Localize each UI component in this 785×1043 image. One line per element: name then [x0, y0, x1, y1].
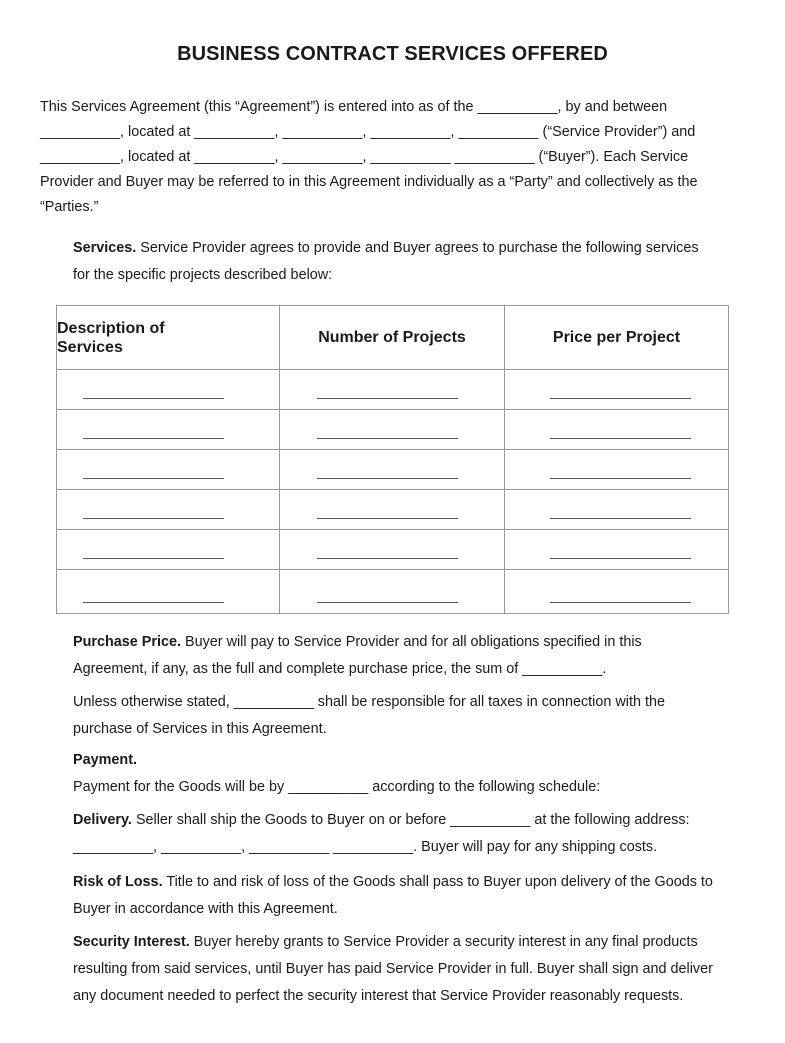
- description-cell[interactable]: [57, 570, 280, 614]
- services-table: [56, 305, 729, 614]
- number-cell[interactable]: [280, 490, 505, 530]
- header-description-line: Description of: [57, 319, 165, 337]
- blank-line: [550, 518, 691, 519]
- delivery-line: __________, __________, __________ __________. Buyer will pay for any shipping costs.: [73, 839, 658, 855]
- description-cell[interactable]: [57, 530, 280, 570]
- description-cell[interactable]: [57, 490, 280, 530]
- risk-of-loss-line: Buyer in accordance with this Agreement.: [73, 901, 338, 917]
- security-interest-heading: Security Interest.: [73, 934, 190, 950]
- price-cell[interactable]: [505, 490, 729, 530]
- services-line: [73, 235, 763, 262]
- purchase-price-section: [73, 629, 763, 683]
- blank-line: [83, 602, 224, 603]
- number-cell[interactable]: [280, 370, 505, 410]
- blank-line: [317, 478, 458, 479]
- blank-line: [550, 398, 691, 399]
- number-cell[interactable]: [280, 570, 505, 614]
- description-cell[interactable]: [57, 370, 280, 410]
- payment-line: Payment for the Goods will be by __________ according to the following schedule:: [73, 779, 601, 795]
- blank-line: [550, 438, 691, 439]
- intro-line: This Services Agreement (this “Agreement”) is entered into as of the __________, by and between: [40, 99, 668, 115]
- payment-section: [73, 747, 763, 801]
- blank-line: [83, 558, 224, 559]
- blank-line: [83, 398, 224, 399]
- purchase-price-line: [73, 629, 763, 656]
- security-interest-text: Buyer hereby grants to Service Provider a security interest in any final products: [193, 934, 698, 950]
- header-description: [57, 306, 280, 370]
- number-cell[interactable]: [280, 410, 505, 450]
- intro-line: Provider and Buyer may be referred to in this Agreement individually as a “Party” and collectively as the: [40, 174, 698, 190]
- taxes-line: purchase of Services in this Agreement.: [73, 721, 327, 737]
- purchase-price-line: Agreement, if any, as the full and complete purchase price, the sum of __________.: [73, 661, 607, 677]
- purchase-price-text: Buyer will pay to Service Provider and for all obligations specified in this: [185, 634, 642, 650]
- blank-line: [317, 398, 458, 399]
- risk-of-loss-text: Title to and risk of loss of the Goods shall pass to Buyer upon delivery of the Goods to: [166, 874, 713, 890]
- security-interest-line: any document needed to perfect the security interest that Service Provider reasonably requests.: [73, 988, 684, 1004]
- risk-of-loss-heading: Risk of Loss.: [73, 874, 163, 890]
- security-interest-line: resulting from said services, until Buyer has paid Service Provider in full. Buyer shall sign and deliver: [73, 961, 713, 977]
- table-row: [57, 410, 729, 450]
- services-line: for the specific projects described below:: [73, 267, 333, 283]
- security-interest-section: [73, 929, 763, 1010]
- services-text: Service Provider agrees to provide and Buyer agrees to purchase the following services: [140, 240, 699, 256]
- purchase-price-heading: Purchase Price.: [73, 634, 181, 650]
- delivery-line: [73, 807, 763, 834]
- blank-line: [550, 558, 691, 559]
- delivery-section: [73, 807, 763, 861]
- blank-line: [550, 602, 691, 603]
- intro-line: “Parties.”: [40, 199, 99, 215]
- table-row: [57, 570, 729, 614]
- services-heading: Services.: [73, 240, 137, 256]
- services-section: [73, 235, 763, 289]
- delivery-heading: Delivery.: [73, 812, 132, 828]
- price-cell[interactable]: [505, 450, 729, 490]
- taxes-line: Unless otherwise stated, __________ shall be responsible for all taxes in connection with the: [73, 694, 665, 710]
- blank-line: [317, 438, 458, 439]
- delivery-text: Seller shall ship the Goods to Buyer on or before __________ at the following address:: [135, 812, 690, 828]
- risk-of-loss-line: [73, 869, 763, 896]
- header-description-line: Services: [57, 338, 123, 356]
- price-cell[interactable]: [505, 370, 729, 410]
- table-row: [57, 450, 729, 490]
- security-interest-line: [73, 929, 763, 956]
- blank-line: [83, 438, 224, 439]
- table-row: [57, 370, 729, 410]
- table-header-row: [57, 306, 729, 370]
- blank-line: [317, 518, 458, 519]
- price-cell[interactable]: [505, 570, 729, 614]
- intro-line: __________, located at __________, __________, __________ __________ (“Buyer”). Each Service: [40, 149, 689, 165]
- number-cell[interactable]: [280, 450, 505, 490]
- taxes-section: [73, 689, 763, 743]
- blank-line: [550, 478, 691, 479]
- description-cell[interactable]: [57, 410, 280, 450]
- table-row: [57, 530, 729, 570]
- blank-line: [317, 558, 458, 559]
- header-price-per-project: Price per Project: [505, 306, 729, 370]
- price-cell[interactable]: [505, 410, 729, 450]
- intro-line: __________, located at __________, __________, __________, __________ (“Service Provider”) and: [40, 124, 696, 140]
- number-cell[interactable]: [280, 530, 505, 570]
- blank-line: [83, 478, 224, 479]
- table-row: [57, 490, 729, 530]
- description-cell[interactable]: [57, 450, 280, 490]
- price-cell[interactable]: [505, 530, 729, 570]
- intro-paragraph: [40, 95, 752, 220]
- page-title: BUSINESS CONTRACT SERVICES OFFERED: [177, 43, 608, 65]
- payment-heading: Payment.: [73, 752, 137, 768]
- blank-line: [317, 602, 458, 603]
- blank-line: [83, 518, 224, 519]
- risk-of-loss-section: [73, 869, 763, 923]
- header-number-of-projects: Number of Projects: [280, 306, 505, 370]
